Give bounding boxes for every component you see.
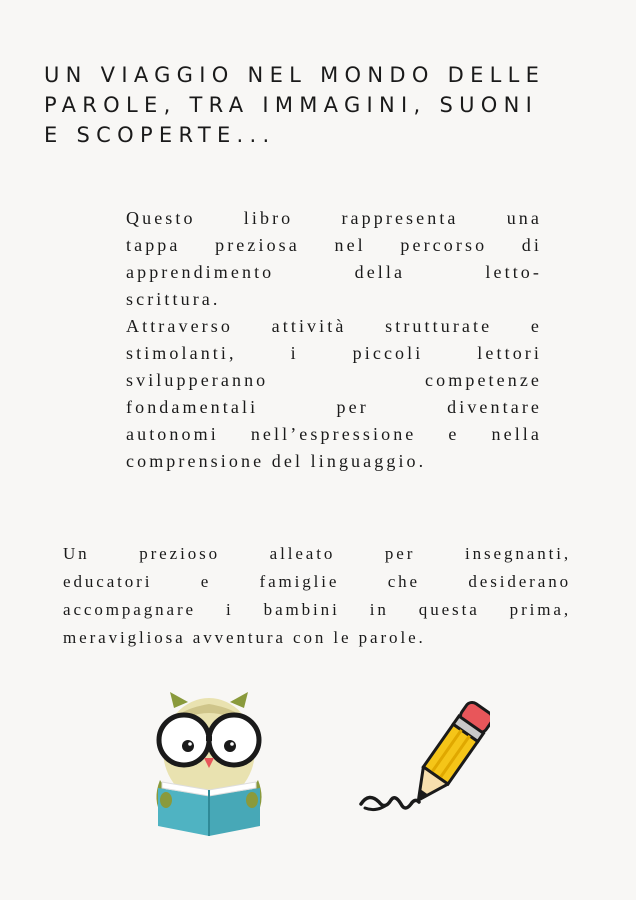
intro-line: apprendimento della letto-	[126, 262, 542, 282]
page-title	[44, 60, 604, 150]
closing-paragraph	[63, 540, 571, 652]
intro-line: scrittura.	[126, 289, 221, 309]
owl-reading-book-icon	[148, 688, 270, 838]
closing-line: educatori e famiglie che desiderano	[63, 572, 571, 591]
intro-line: Questo libro rappresenta una	[126, 208, 542, 228]
intro-line: svilupperanno competenze	[126, 370, 542, 390]
intro-line: comprensione del linguaggio.	[126, 451, 427, 471]
intro-line: fondamentali per diventare	[126, 397, 542, 417]
intro-line: autonomi nell’espressione e nella	[126, 424, 542, 444]
intro-line: Attraverso attività strutturate e	[126, 316, 542, 336]
title-line: PAROLE, TRA IMMAGINI, SUONI	[44, 93, 539, 117]
title-line: E SCOPERTE...	[44, 123, 276, 147]
intro-line: stimolanti, i piccoli lettori	[126, 343, 542, 363]
pencil-writing-icon	[355, 700, 490, 825]
title-line: UN VIAGGIO NEL MONDO DELLE	[44, 63, 546, 87]
closing-line: Un prezioso alleato per insegnanti,	[63, 544, 571, 563]
intro-line: tappa preziosa nel percorso di	[126, 235, 542, 255]
closing-line: meravigliosa avventura con le parole.	[63, 628, 426, 647]
intro-paragraph	[126, 205, 542, 475]
closing-line: accompagnare i bambini in questa prima,	[63, 600, 571, 619]
